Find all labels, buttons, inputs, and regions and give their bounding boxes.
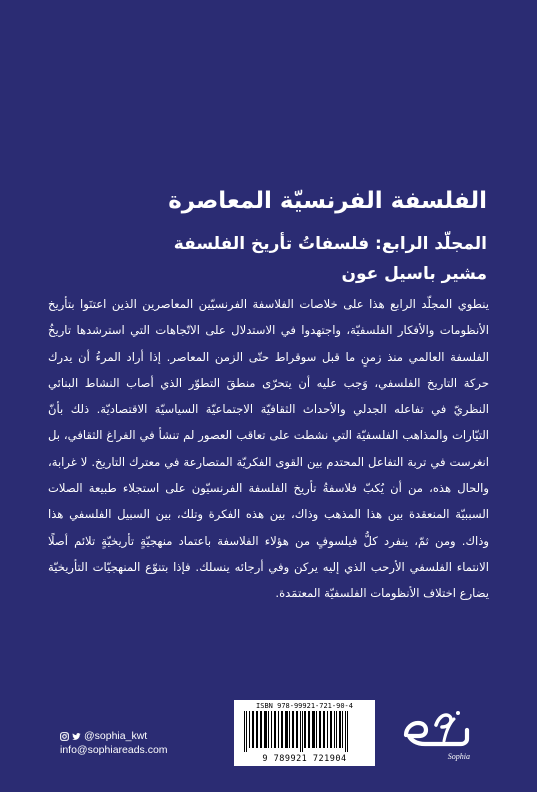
barcode-bar	[256, 711, 258, 748]
twitter-icon	[72, 732, 81, 741]
barcode-bar	[264, 711, 267, 748]
barcode-bar	[249, 711, 250, 748]
barcode-bar	[271, 711, 272, 748]
barcode-bar	[347, 711, 348, 752]
barcode-bar	[327, 711, 328, 748]
barcode-digits: 9 789921 721904	[262, 754, 347, 764]
barcode-bar	[281, 711, 283, 748]
logo-latin-text: Sophia	[447, 752, 470, 761]
contact-email[interactable]: info@sophiareads.com	[60, 744, 168, 756]
isbn-label: ISBN 978-99921-721-90-4	[256, 702, 353, 710]
barcode-bar	[296, 711, 298, 748]
barcode-bar	[302, 711, 303, 752]
author-name: مشير باسيل عون	[341, 264, 487, 284]
barcode-bar	[342, 711, 343, 748]
barcode-bar	[316, 711, 317, 748]
barcode-bar	[304, 711, 306, 748]
barcode-bar	[330, 711, 332, 748]
barcode-bar	[323, 711, 325, 748]
social-handle[interactable]: @sophia_kwt	[84, 730, 148, 742]
barcode-bar	[274, 711, 276, 748]
barcode-bar	[260, 711, 262, 748]
book-description: ينطوي المجلّد الرابع هذا على خلاصات الفلاسفة الفرنسيّين المعاصرين الذين اعتنَوا بتأريخ الأنظومات والأفكار الفلسفيّة، واجتهدوا في الاستدلال على الاتّجاهات التي استرشدها تاريخُ الفلسفة العالمي منذ زمنٍ ما قبل سوقراط حتّى الزمن المعاصر. إذا أراد المرءُ أن يدرك حركة التاريخ الفلسفي، وَجب عليه أن يتحرّى منطقَ التطوّر الذي أصاب النشاط البنائي النظريّ في تفاعله الجدلي والأحداث الثقافيّة الاجتماعيّة السياسيّة الاقتصاديّة. ذلك بأنّ التيّارات والمذاهب الفلسفيّة التي نشطت على تعاقب العصور لم تنشأ في الفراغ الثقافي، بل انغرست في تربة التفاعل المحتدم بين القوى الفكريّة المتصارعة في معترك التاريخ. لا غرابة، والحال هذه، من أن يُكبّ فلاسفةُ تأريخ الفلسفة الفرنسيّون على استجلاء طبيعة الصلات السببيّة المنعقدة بين هذا المذهب وذاك، بين هذه الفكرة وتلك، بين السبيل الفلسفي هذا وذاك. ومن ثمّ، ينفرد كلُّ فيلسوفٍ من هؤلاء الفلاسفة باعتماد منهجيّةٍ تأريخيّةٍ تلائم أصلًا الانتماء الفلسفي الأرحب الذي إليه يركن وفي أرجائه ينسلك. فإذا بتنوّع المنهجيّات التأريخيّة يضارع اختلاف الأنظومات الفلسفيّة المعتمَدة.	[48, 297, 489, 601]
social-row	[60, 729, 168, 743]
barcode-bar	[289, 711, 290, 748]
barcode-bar	[319, 711, 321, 748]
barcode-bars	[244, 711, 365, 752]
barcode-bar	[252, 711, 254, 748]
instagram-icon	[60, 732, 69, 741]
barcode-bar	[345, 711, 346, 752]
barcode-bar	[285, 711, 288, 748]
barcode-bar	[339, 711, 341, 748]
publisher-logo	[400, 705, 470, 761]
book-title: الفلسفة الفرنسيّة المعاصرة	[168, 188, 487, 214]
barcode-bar	[312, 711, 315, 748]
publisher-contacts	[60, 729, 168, 757]
barcode-bar	[334, 711, 335, 748]
barcode-bar	[308, 711, 310, 748]
barcode-bar	[268, 711, 269, 748]
volume-subtitle: المجلّد الرابع: فلسفاتُ تأريخ الفلسفة	[173, 234, 487, 254]
barcode-bar	[278, 711, 279, 748]
isbn-barcode	[234, 700, 375, 766]
barcode-bar	[336, 711, 337, 748]
barcode-bar	[300, 711, 301, 752]
barcode-bar	[292, 711, 294, 748]
barcode-bar	[244, 711, 245, 752]
barcode-bar	[246, 711, 247, 752]
